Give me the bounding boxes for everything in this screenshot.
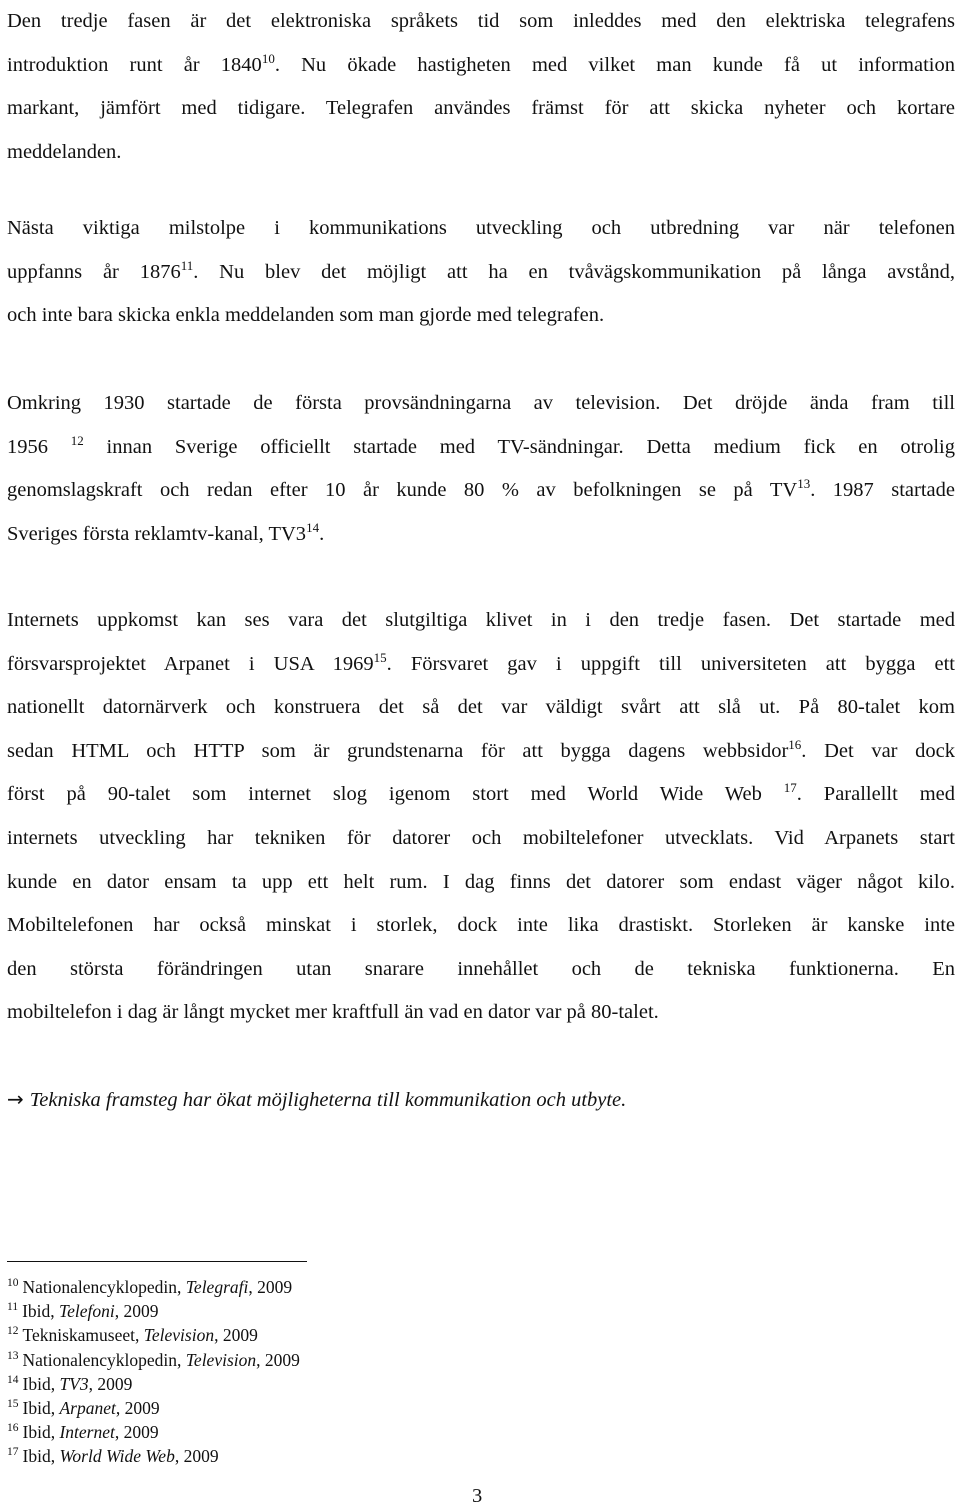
footnote-source: Ibid,	[22, 1446, 60, 1467]
footnote-title: Television	[143, 1325, 215, 1346]
text-line	[7, 0, 955, 44]
text-line	[7, 469, 955, 513]
page-number: 3	[472, 1485, 483, 1507]
footnote-reference: 12	[70, 432, 84, 448]
line-text: . Det var dock	[801, 739, 956, 762]
line-text: mobiltelefon i dag är långt mycket mer kraftfull än vad en dator var på 80-talet.	[7, 1001, 659, 1024]
text-line	[7, 251, 955, 295]
footnote-title: Telefoni	[59, 1301, 115, 1322]
text-line	[7, 686, 955, 730]
footnote-year: , 2009	[256, 1349, 300, 1370]
paragraph-telegraph	[7, 0, 955, 174]
footnote-year: , 2009	[88, 1373, 133, 1394]
line-text: 1956	[7, 435, 71, 458]
footnote-item	[7, 1299, 300, 1323]
footnote-source: Ibid,	[22, 1301, 60, 1322]
text-line	[7, 513, 955, 557]
footnote-item	[7, 1323, 300, 1347]
line-text: Den tredje fasen är det elektroniska språkets tid som inleddes med den elektriska telegrafens	[7, 10, 955, 32]
line-text: markant, jämfört med tidigare. Telegrafen användes främst för att skicka nyheter och kortare	[7, 97, 955, 120]
line-text: innan Sverige officiellt startade med TV-sändningar. Detta medium fick en otrolig	[83, 435, 956, 458]
footnote-title: World Wide Web	[59, 1446, 175, 1467]
text-line	[7, 294, 955, 338]
footnote-source: Nationalencyklopedin,	[22, 1277, 186, 1297]
footnote-reference: 16	[788, 736, 802, 752]
footnote-title: Telegrafi	[185, 1277, 249, 1297]
line-text: nationellt datornärverk och konstruera det så det var väldigt svårt att slå ut. På 80-talet kom	[7, 696, 955, 719]
line-text: .	[319, 522, 325, 545]
arrow-right-icon: →	[7, 1087, 24, 1111]
footnote-number: 17	[7, 1446, 19, 1459]
footnote-item	[7, 1372, 300, 1396]
text-line	[7, 817, 955, 861]
footnote-number: 10	[7, 1277, 19, 1289]
line-text: Omkring 1930 startade de första provsändningarna av television. Det dröjde ända fram till	[7, 392, 955, 414]
footnote-item	[7, 1396, 300, 1420]
footnote-title: Arpanet	[59, 1398, 116, 1419]
footnote-year: , 2009	[114, 1422, 159, 1443]
footnote-number: 14	[7, 1373, 19, 1386]
text-line	[7, 991, 955, 1035]
line-text: först på 90-talet som internet slog igenom stort med World Wide Web	[7, 783, 784, 806]
line-text: . Nu ökade hastigheten med vilket man kunde få ut information	[274, 53, 955, 76]
footnote-item	[7, 1420, 300, 1444]
footnote-year: , 2009	[248, 1277, 293, 1297]
paragraph-internet	[7, 599, 955, 1035]
footnote-year: , 2009	[114, 1301, 159, 1322]
line-text: . 1987 startade	[810, 479, 955, 502]
text-line	[7, 207, 955, 251]
footnote-source: Ibid,	[22, 1422, 60, 1443]
footnote-divider	[7, 1261, 307, 1262]
footnote-title: Internet	[59, 1422, 115, 1443]
footnote-reference: 10	[261, 50, 275, 66]
line-text: Nästa viktiga milstolpe i kommunikations utveckling och utbredning var när telefonen	[7, 217, 955, 239]
line-text: Sveriges första reklamtv-kanal, TV3	[7, 522, 307, 545]
conclusion-text: Tekniska framsteg har ökat möjligheterna till kommunikation och utbyte.	[29, 1089, 627, 1111]
footnotes-list	[7, 1275, 300, 1469]
footnote-number: 16	[7, 1422, 19, 1435]
text-line	[7, 131, 955, 175]
text-line	[7, 730, 955, 774]
line-text: och inte bara skicka enkla meddelanden som man gjorde med telegrafen.	[7, 304, 605, 327]
line-text: introduktion runt år 1840	[7, 53, 262, 76]
line-text: . Nu blev det möjligt att ha en tvåvägskommunikation på långa avstånd,	[193, 260, 955, 283]
line-text: internets utveckling har tekniken för datorer och mobiltelefoner utvecklats. Vid Arpanets start	[7, 826, 955, 849]
footnote-source: Nationalencyklopedin,	[22, 1349, 186, 1370]
footnote-reference: 14	[306, 519, 320, 535]
footnote-source: Ibid,	[22, 1373, 60, 1394]
footnote-item	[7, 1275, 300, 1299]
text-line	[7, 87, 955, 131]
footnote-number: 13	[7, 1349, 19, 1362]
line-text: meddelanden.	[7, 140, 122, 163]
footnote-number: 15	[7, 1398, 19, 1411]
line-text: genomslagskraft och redan efter 10 år kunde 80 % av befolkningen se på TV	[7, 479, 798, 502]
footnote-year: , 2009	[115, 1398, 160, 1419]
text-line	[7, 643, 955, 687]
footnote-year: , 2009	[214, 1325, 258, 1346]
conclusion-line	[7, 1078, 626, 1122]
line-text: försvarsprojektet Arpanet i USA 1969	[7, 652, 374, 675]
text-line	[7, 861, 955, 905]
line-text: Mobiltelefonen har också minskat i storlek, dock inte lika drastiskt. Storleken är kanske inte	[7, 914, 955, 937]
paragraph-telephone	[7, 207, 955, 338]
text-line	[7, 948, 955, 992]
line-text: Internets uppkomst kan ses vara det slutgiltiga klivet in i den tredje fasen. Det startade med	[7, 609, 955, 631]
footnote-year: , 2009	[174, 1446, 219, 1467]
text-line	[7, 904, 955, 948]
footnote-reference: 13	[797, 476, 811, 492]
text-line	[7, 44, 955, 88]
line-text: den största förändringen utan snarare innehållet och de tekniska funktionerna. En	[7, 957, 955, 980]
line-text: . Försvaret gav i uppgift till universiteten att bygga ett	[386, 652, 955, 675]
footnote-reference: 17	[783, 780, 797, 796]
footnote-item	[7, 1444, 300, 1468]
footnote-item	[7, 1348, 300, 1372]
text-line	[7, 426, 955, 470]
footnote-source: Tekniskamuseet,	[22, 1325, 144, 1346]
footnote-reference: 11	[180, 257, 194, 273]
footnote-number: 11	[7, 1301, 19, 1314]
footnote-title: Television	[185, 1349, 257, 1370]
paragraph-television	[7, 382, 955, 556]
footnote-number: 12	[7, 1325, 19, 1338]
line-text: kunde en dator ensam ta upp ett helt rum. I dag finns det datorer som endast väger något kilo.	[7, 870, 955, 893]
text-line	[7, 382, 955, 426]
text-line	[7, 599, 955, 643]
footnote-reference: 15	[373, 649, 387, 665]
line-text: sedan HTML och HTTP som är grundstenarna för att bygga dagens webbsidor	[7, 739, 789, 762]
text-line	[7, 773, 955, 817]
line-text: . Parallellt med	[796, 783, 956, 806]
footnote-title: TV3	[59, 1373, 89, 1394]
footnote-source: Ibid,	[22, 1398, 60, 1419]
line-text: uppfanns år 1876	[7, 260, 181, 283]
